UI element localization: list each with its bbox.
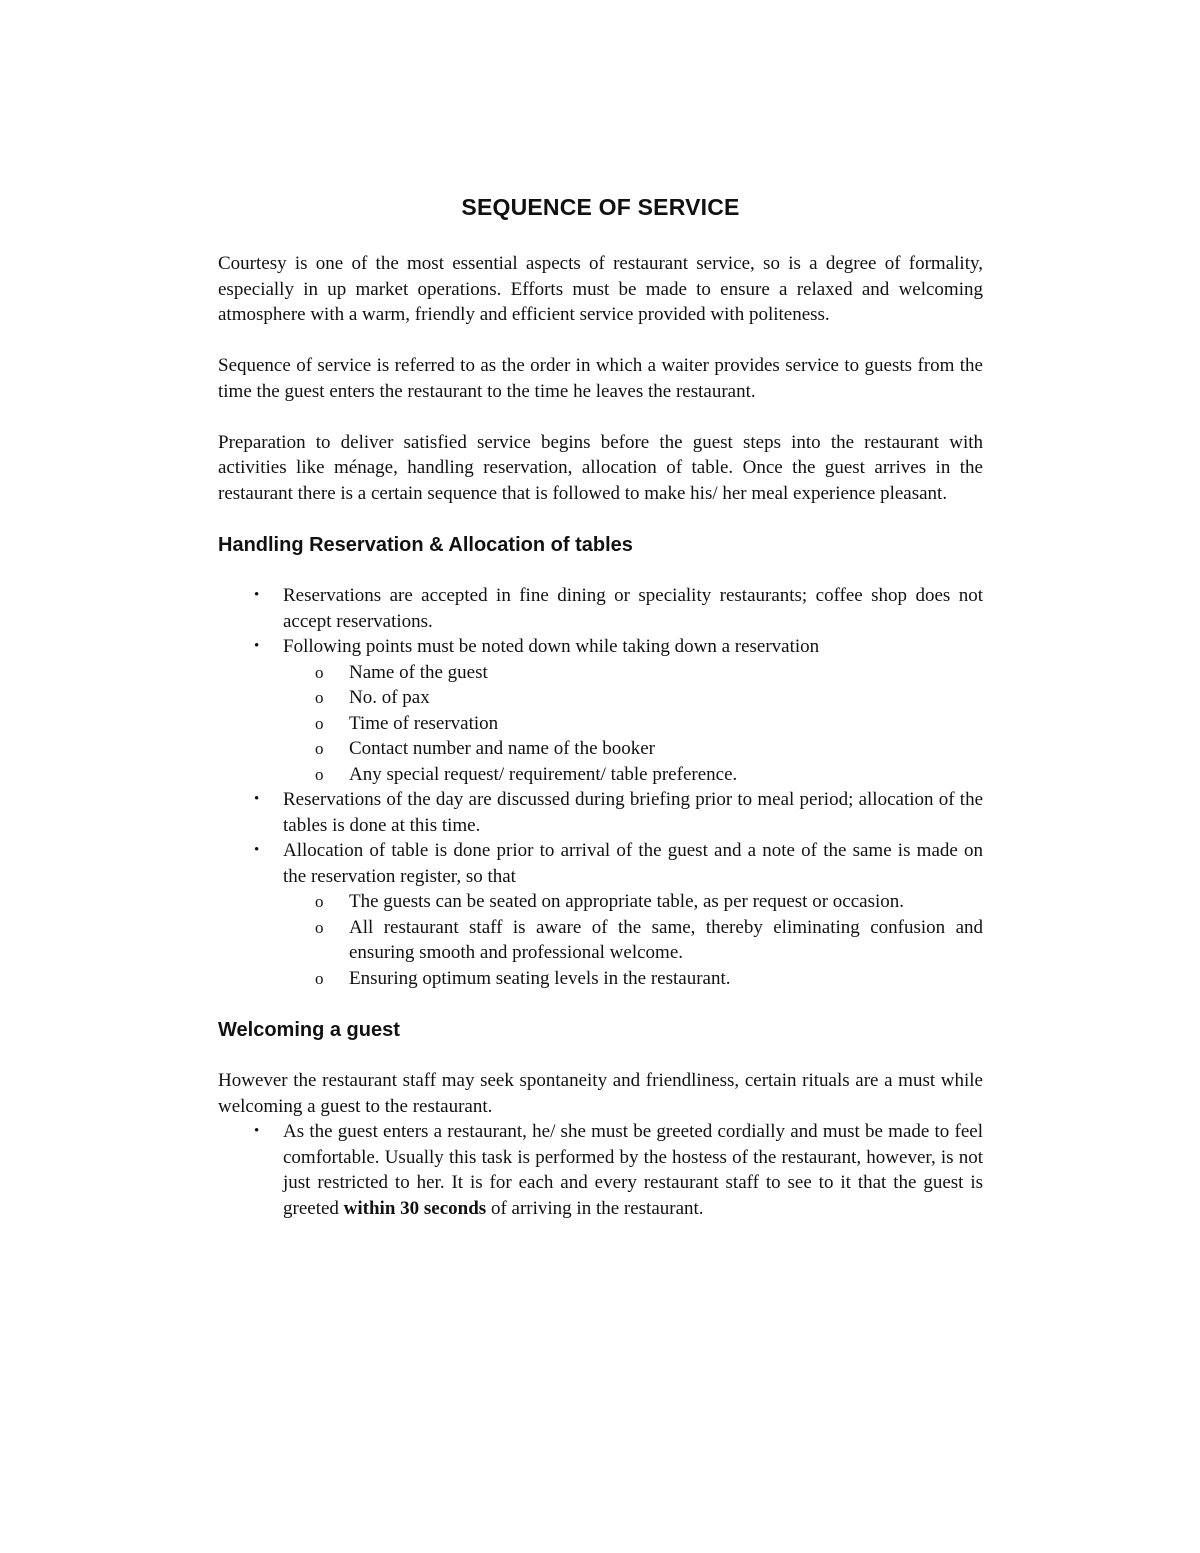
list-item-text: The guests can be seated on appropriate table, as per request or occasion.: [349, 891, 904, 912]
document-body: [218, 193, 983, 1221]
sub-bullet-icon: o: [315, 917, 324, 937]
greeting-time-emphasis: within 30 seconds: [343, 1197, 487, 1219]
section-heading-reservation: Handling Reservation & Allocation of tables: [218, 533, 633, 556]
list-item: [283, 711, 983, 737]
list-item-text: Contact number and name of the booker: [349, 738, 656, 759]
list-item-text: No. of pax: [349, 687, 430, 708]
list-item: [283, 660, 983, 686]
list-item: [283, 762, 983, 788]
sub-bullet-icon: o: [315, 713, 324, 733]
bullet-icon: •: [254, 638, 260, 654]
greeting-text-after: of arriving in the restaurant.: [490, 1197, 704, 1219]
bullet-icon: •: [254, 1123, 260, 1139]
sub-bullet-icon: o: [315, 739, 324, 758]
list-item-text: All restaurant staff is aware of the same, thereby eliminating confusion and ensuring smooth and professional welcome.: [349, 916, 983, 963]
list-item-text: Reservations of the day are discussed during briefing prior to meal period; allocation of the tables is done at this time.: [283, 789, 983, 836]
intro-paragraph-1: Courtesy is one of the most essential aspects of restaurant service, so is a degree of formality, especially in up market operations. Efforts must be made to ensure a relaxed and welcoming atmosphere with a warm, friendly and efficient service provided with politeness.: [218, 253, 983, 325]
sub-bullet-icon: o: [315, 764, 324, 784]
list-item: [283, 736, 983, 762]
sub-bullet-icon: o: [315, 688, 324, 707]
welcoming-paragraph: However the restaurant staff may seek spontaneity and friendliness, certain rituals are a must while welcoming a guest to the restaurant.: [218, 1070, 983, 1117]
reservation-bullet-list: [218, 583, 983, 991]
sub-bullet-icon: o: [315, 892, 324, 911]
bullet-icon: •: [254, 842, 260, 858]
list-item-text: Following points must be noted down while taking down a reservation: [283, 636, 820, 657]
list-item: [218, 1119, 983, 1221]
list-item: [218, 634, 983, 787]
list-item: [283, 966, 983, 992]
list-item-text: Time of reservation: [349, 712, 499, 734]
welcoming-bullet-list: [218, 1119, 983, 1221]
sub-bullet-icon: o: [315, 968, 324, 988]
list-item: [218, 838, 983, 991]
list-item-text: Name of the guest: [349, 661, 488, 683]
page-title: SEQUENCE OF SERVICE: [461, 194, 740, 220]
list-item: [218, 787, 983, 838]
list-item: [283, 685, 983, 711]
list-item: [283, 889, 983, 915]
sub-bullet-icon: o: [315, 662, 324, 682]
intro-paragraph-3: Preparation to deliver satisfied service begins before the guest steps into the restaurant with activities like ménage, handling reservation, allocation of table. Once the guest arrives in the restaurant there is a certain sequence that is followed to make his/ her meal experience pleasant.: [218, 431, 983, 504]
list-item: [283, 915, 983, 966]
list-item: [218, 583, 983, 634]
section-heading-welcoming: Welcoming a guest: [218, 1018, 400, 1041]
allocation-points-list: [283, 889, 983, 991]
list-item-text: [283, 1119, 983, 1221]
bullet-icon: •: [254, 587, 260, 603]
list-item-text: Allocation of table is done prior to arrival of the guest and a note of the same is made on the reservation register, so that: [283, 840, 983, 887]
intro-paragraph-2: Sequence of service is referred to as the order in which a waiter provides service to guests from the time the guest enters the restaurant to the time he leaves the restaurant.: [218, 355, 983, 402]
list-item-text: Reservations are accepted in fine dining or speciality restaurants; coffee shop does not accept reservations.: [283, 585, 983, 632]
reservation-points-list: [283, 660, 983, 788]
bullet-icon: •: [254, 791, 260, 807]
greeting-text-before: As the guest enters a restaurant, he/ she must be greeted cordially and must be made to feel comfortable. Usually this task is performed by the hostess of the restaurant, however, is not just restricted to her. It is for each and every restaurant staff to see to it that the guest is greeted: [283, 1121, 983, 1219]
list-item-text: Any special request/ requirement/ table preference.: [349, 763, 738, 785]
list-item-text: Ensuring optimum seating levels in the restaurant.: [349, 967, 731, 989]
